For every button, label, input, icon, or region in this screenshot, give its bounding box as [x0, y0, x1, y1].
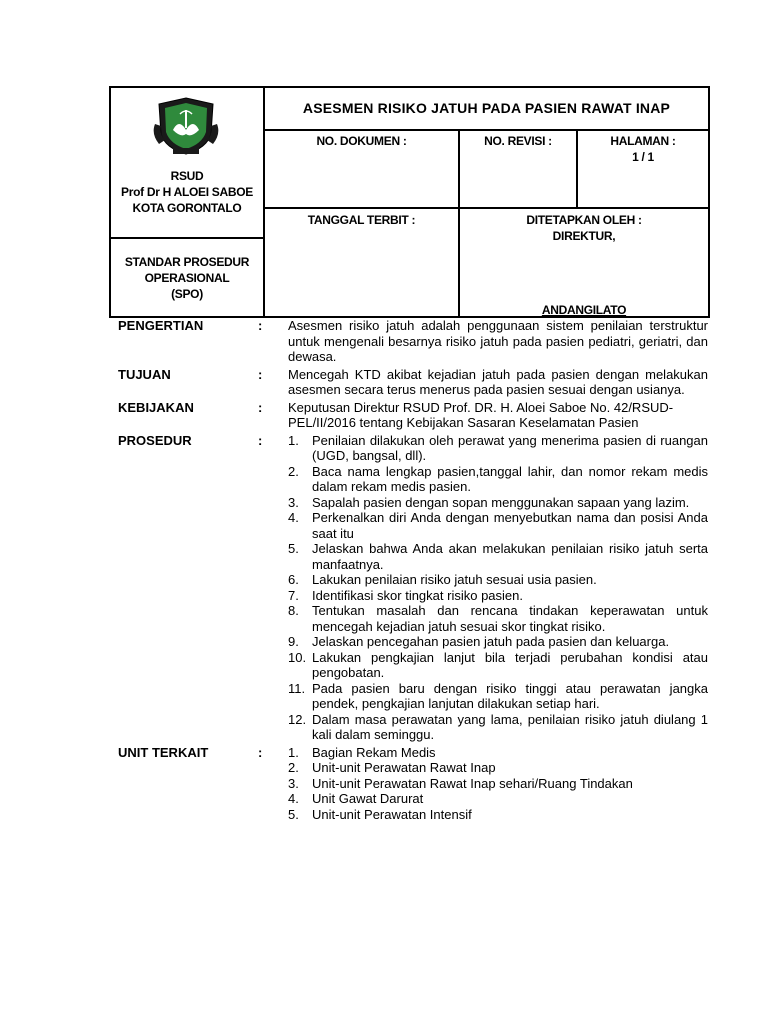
- tujuan-label: TUJUAN: [118, 366, 171, 382]
- spo-line-1: STANDAR PROSEDUR: [124, 255, 250, 269]
- tujuan-text: Mencegah KTD akibat kejadian jatuh pada pasien dengan melakukan asesmen secara terus menerus pada pasien sesuai dengan usianya.: [288, 366, 708, 397]
- section-unit-terkait: [118, 745, 708, 823]
- unit-item-number: 3.: [288, 775, 299, 791]
- ditetapkan-block: [460, 212, 708, 244]
- prosedur-step-text: Tentukan masalah dan rencana tindakan keperawatan untuk mencegah kejadian jatuh sesuai skor tingkat risiko.: [312, 603, 708, 634]
- prosedur-step-text: Pada pasien baru dengan risiko tinggi atau perawatan jangka pendek, pengkajian lanjutan dilakukan setiap hari.: [312, 680, 708, 711]
- prosedur-colon: :: [258, 432, 263, 448]
- prosedur-step: [288, 464, 708, 495]
- unit-item-text: Bagian Rekam Medis: [312, 744, 436, 760]
- section-kebijakan: [118, 400, 708, 431]
- section-pengertian: [118, 318, 708, 365]
- prosedur-step-text: Jelaskan bahwa Anda akan melakukan penilaian risiko jatuh serta manfaatnya.: [312, 541, 708, 572]
- org-line-3: KOTA GORONTALO: [132, 201, 242, 215]
- prosedur-step-text: Baca nama lengkap pasien,tanggal lahir, dan nomor rekam medis dalam rekam medis pasien.: [312, 463, 708, 494]
- no-revisi-label: NO. REVISI :: [484, 134, 552, 148]
- prosedur-label: PROSEDUR: [118, 432, 192, 448]
- prosedur-step-number: 10.: [288, 649, 307, 665]
- halaman-label: HALAMAN :: [610, 134, 676, 148]
- unit-item: [288, 807, 708, 823]
- prosedur-step: [288, 510, 708, 541]
- pengertian-colon: :: [258, 318, 263, 333]
- unit-list: [288, 745, 708, 823]
- kebijakan-label: KEBIJAKAN: [118, 399, 194, 415]
- header-divider-left: [263, 88, 265, 316]
- unit-item-text: Unit Gawat Darurat: [312, 791, 424, 806]
- unit-item: [288, 760, 708, 776]
- unit-item-text: Unit-unit Perawatan Rawat Inap: [312, 760, 496, 775]
- section-tujuan: [118, 367, 708, 398]
- no-dokumen-label: NO. DOKUMEN :: [316, 134, 407, 148]
- unit-item-number: 5.: [288, 806, 299, 822]
- signatory-name: ANDANGILATO: [541, 303, 627, 317]
- prosedur-step: [288, 433, 708, 464]
- pengertian-label: PENGERTIAN: [118, 318, 204, 333]
- prosedur-step: [288, 541, 708, 572]
- document-body: [118, 318, 708, 822]
- spo-label: [111, 254, 263, 302]
- document-title: ASESMEN RISIKO JATUH PADA PASIEN RAWAT INAP: [302, 100, 671, 116]
- section-prosedur: [118, 433, 708, 743]
- halaman-block: [578, 133, 708, 165]
- prosedur-step-number: 3.: [288, 494, 299, 510]
- hospital-logo: [151, 94, 221, 156]
- prosedur-step-text: Sapalah pasien dengan sopan menggunakan sapaan yang lazim.: [312, 494, 690, 510]
- org-line-2: Prof Dr H ALOEI SABOE: [121, 185, 253, 199]
- prosedur-step-text: Dalam masa perawatan yang lama, penilaian risiko jatuh diulang 1 kali dalam seminggu.: [312, 711, 708, 742]
- prosedur-step-text: Identifikasi skor tingkat risiko pasien.: [312, 587, 523, 603]
- prosedur-step: [288, 634, 708, 650]
- prosedur-step-text: Perkenalkan diri Anda dengan menyebutkan nama dan posisi Anda saat itu: [312, 510, 708, 541]
- prosedur-step: [288, 650, 708, 681]
- unit-item-text: Unit-unit Perawatan Rawat Inap sehari/Ruang Tindakan: [312, 775, 633, 791]
- prosedur-step-text: Lakukan pengkajian lanjut bila terjadi perubahan kondisi atau pengobatan.: [312, 649, 708, 680]
- header-rule-left: [111, 237, 263, 239]
- prosedur-step: [288, 572, 708, 588]
- ditetapkan-role: DIREKTUR,: [552, 229, 616, 243]
- unit-item-text: Unit-unit Perawatan Intensif: [312, 806, 472, 822]
- tanggal-terbit-label: TANGGAL TERBIT :: [307, 213, 416, 227]
- header-rule-title: [263, 129, 708, 131]
- prosedur-step-number: 6.: [288, 572, 299, 587]
- prosedur-step-text: Penilaian dilakukan oleh perawat yang menerima pasien di ruangan (UGD, bangsal, dll).: [312, 432, 708, 463]
- prosedur-step: [288, 588, 708, 604]
- unit-item: [288, 791, 708, 807]
- prosedur-step: [288, 681, 708, 712]
- unit-item-number: 4.: [288, 791, 299, 806]
- prosedur-step-number: 1.: [288, 432, 299, 448]
- org-name: [111, 168, 263, 216]
- prosedur-step-text: Jelaskan pencegahan pasien jatuh pada pasien dan keluarga.: [312, 634, 670, 649]
- prosedur-step: [288, 712, 708, 743]
- prosedur-step-number: 8.: [288, 603, 299, 618]
- prosedur-step-number: 4.: [288, 510, 299, 525]
- pengertian-text: Asesmen risiko jatuh adalah penggunaan sistem penilaian terstruktur untuk mengenali besarnya risiko jatuh pada pasien pediatri, geriatri, dan dewasa.: [288, 318, 708, 364]
- prosedur-step-number: 11.: [288, 680, 306, 696]
- spo-line-3: (SPO): [171, 287, 203, 301]
- prosedur-step-number: 2.: [288, 463, 299, 479]
- unit-terkait-label: UNIT TERKAIT: [118, 744, 209, 760]
- unit-terkait-items: [288, 745, 708, 823]
- ditetapkan-label: DITETAPKAN OLEH :: [526, 213, 642, 227]
- halaman-value: 1 / 1: [632, 150, 654, 164]
- prosedur-step-number: 12.: [288, 711, 307, 727]
- tujuan-colon: :: [258, 366, 263, 382]
- unit-terkait-colon: :: [258, 744, 263, 760]
- unit-item-number: 2.: [288, 760, 299, 775]
- unit-item: [288, 745, 708, 761]
- spo-line-2: OPERASIONAL: [144, 271, 230, 285]
- header-rule-row2: [263, 207, 708, 209]
- org-line-1: RSUD: [170, 169, 204, 183]
- prosedur-step: [288, 603, 708, 634]
- unit-item-number: 1.: [288, 744, 299, 760]
- document-header-table: [109, 86, 710, 318]
- prosedur-step-number: 7.: [288, 587, 299, 603]
- prosedur-steps: [288, 433, 708, 743]
- prosedur-list: [288, 433, 708, 743]
- prosedur-step-number: 9.: [288, 634, 299, 649]
- kebijakan-colon: :: [258, 399, 263, 415]
- kebijakan-text: Keputusan Direktur RSUD Prof. DR. H. Aloei Saboe No. 42/RSUD-PEL/II/2016 tentang Kebijakan Sasaran Keselamatan Pasien: [288, 399, 674, 430]
- prosedur-step: [288, 495, 708, 511]
- unit-item: [288, 776, 708, 792]
- prosedur-step-number: 5.: [288, 541, 299, 556]
- prosedur-step-text: Lakukan penilaian risiko jatuh sesuai usia pasien.: [312, 572, 597, 587]
